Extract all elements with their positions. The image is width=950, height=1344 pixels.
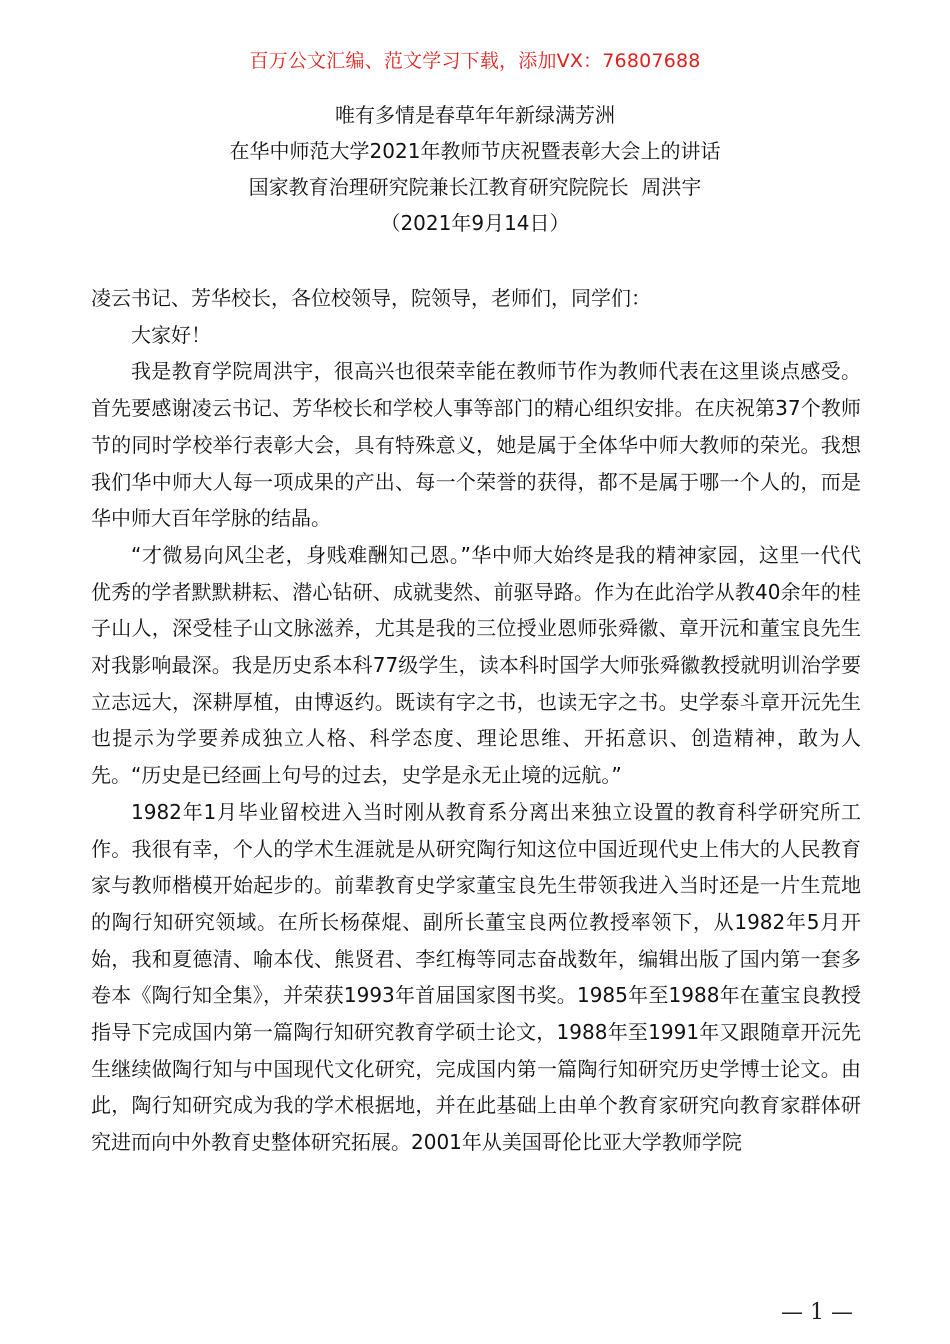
speech-date: （2021年9月14日） (380, 211, 570, 235)
page-number: — 1 — (781, 1300, 853, 1325)
speaker-line: 国家教育治理研究院兼长江教育研究院院长 周洪宇 (248, 175, 702, 199)
paragraph: 我是教育学院周洪宇，很高兴也很荣幸能在教师节作为教师代表在这里谈点感受。首先要感谢凌云书记、芳华校长和学校人事等部门的精心组织安排。在庆祝第37个教师节的同时学校举行表彰大会，具有特殊意义，她是属于全体华中师大教师的荣光。我想我们华中师大人每一项成果的产出、每一个荣誉的获得，都不是属于哪一个人的，而是华中师大百年学脉的结晶。 (91, 359, 861, 531)
paragraph: “才微易向风尘老，身贱难酬知己恩。”华中师大始终是我的精神家园，这里一代代优秀的学者默默耕耘、潜心钻研、成就斐然、前驱导路。作为在此治学从教40余年的桂子山人，深受桂子山文脉滋养，尤其是我的三位授业恩师张舜徽、章开沅和董宝良先生对我影响最深。我是历史系本科77级学生，读本科时国学大师张舜徽教授就明训治学要立志远大，深耕厚植，由博返约。既读有字之书，也读无字之书。史学泰斗章开沅先生也提示为学要养成独立人格、科学态度、理论思维、开拓意识、创造精神，敢为人先。“历史是已经画上句号的过去，史学是永无止境的远航。” (91, 542, 861, 788)
heading-block (0, 97, 950, 241)
speech-title: 唯有多情是春草年年新绿满芳洲 (335, 103, 615, 127)
paragraph: 大家好！ (131, 322, 211, 347)
promo-banner: 百万公文汇编、范文学习下载，添加VX：76807688 (249, 50, 701, 72)
salutation: 凌云书记、芳华校长，各位校领导，院领导，老师们，同学们： (91, 286, 651, 310)
speech-subtitle: 在华中师范大学2021年教师节庆祝暨表彰大会上的讲话 (229, 139, 721, 163)
speech-body (91, 280, 861, 1161)
paragraph: 1982年1月毕业留校进入当时刚从教育系分离出来独立设置的教育科学研究所工作。我很有幸，个人的学术生涯就是从研究陶行知这位中国近现代史上伟大的人民教育家与教师楷模开始起步的。前辈教育史学家董宝良先生带领我进入当时还是一片生荒地的陶行知研究领域。在所长杨葆焜、副所长董宝良两位教授率领下，从1982年5月开始，我和夏德清、喻本伐、熊贤君、李红梅等同志奋战数年，编辑出版了国内第一套多卷本《陶行知全集》，并荣获1993年首届国家图书奖。1985年至1988年在董宝良教授指导下完成国内第一篇陶行知研究教育学硕士论文，1988年至1991年又跟随章开沅先生继续做陶行知与中国现代文化研究，完成国内第一篇陶行知研究历史学博士论文。由此，陶行知研究成为我的学术根据地，并在此基础上由单个教育家研究向教育家群体研究进而向中外教育史整体研究拓展。2001年从美国哥伦比亚大学教师学院 (91, 799, 861, 1155)
